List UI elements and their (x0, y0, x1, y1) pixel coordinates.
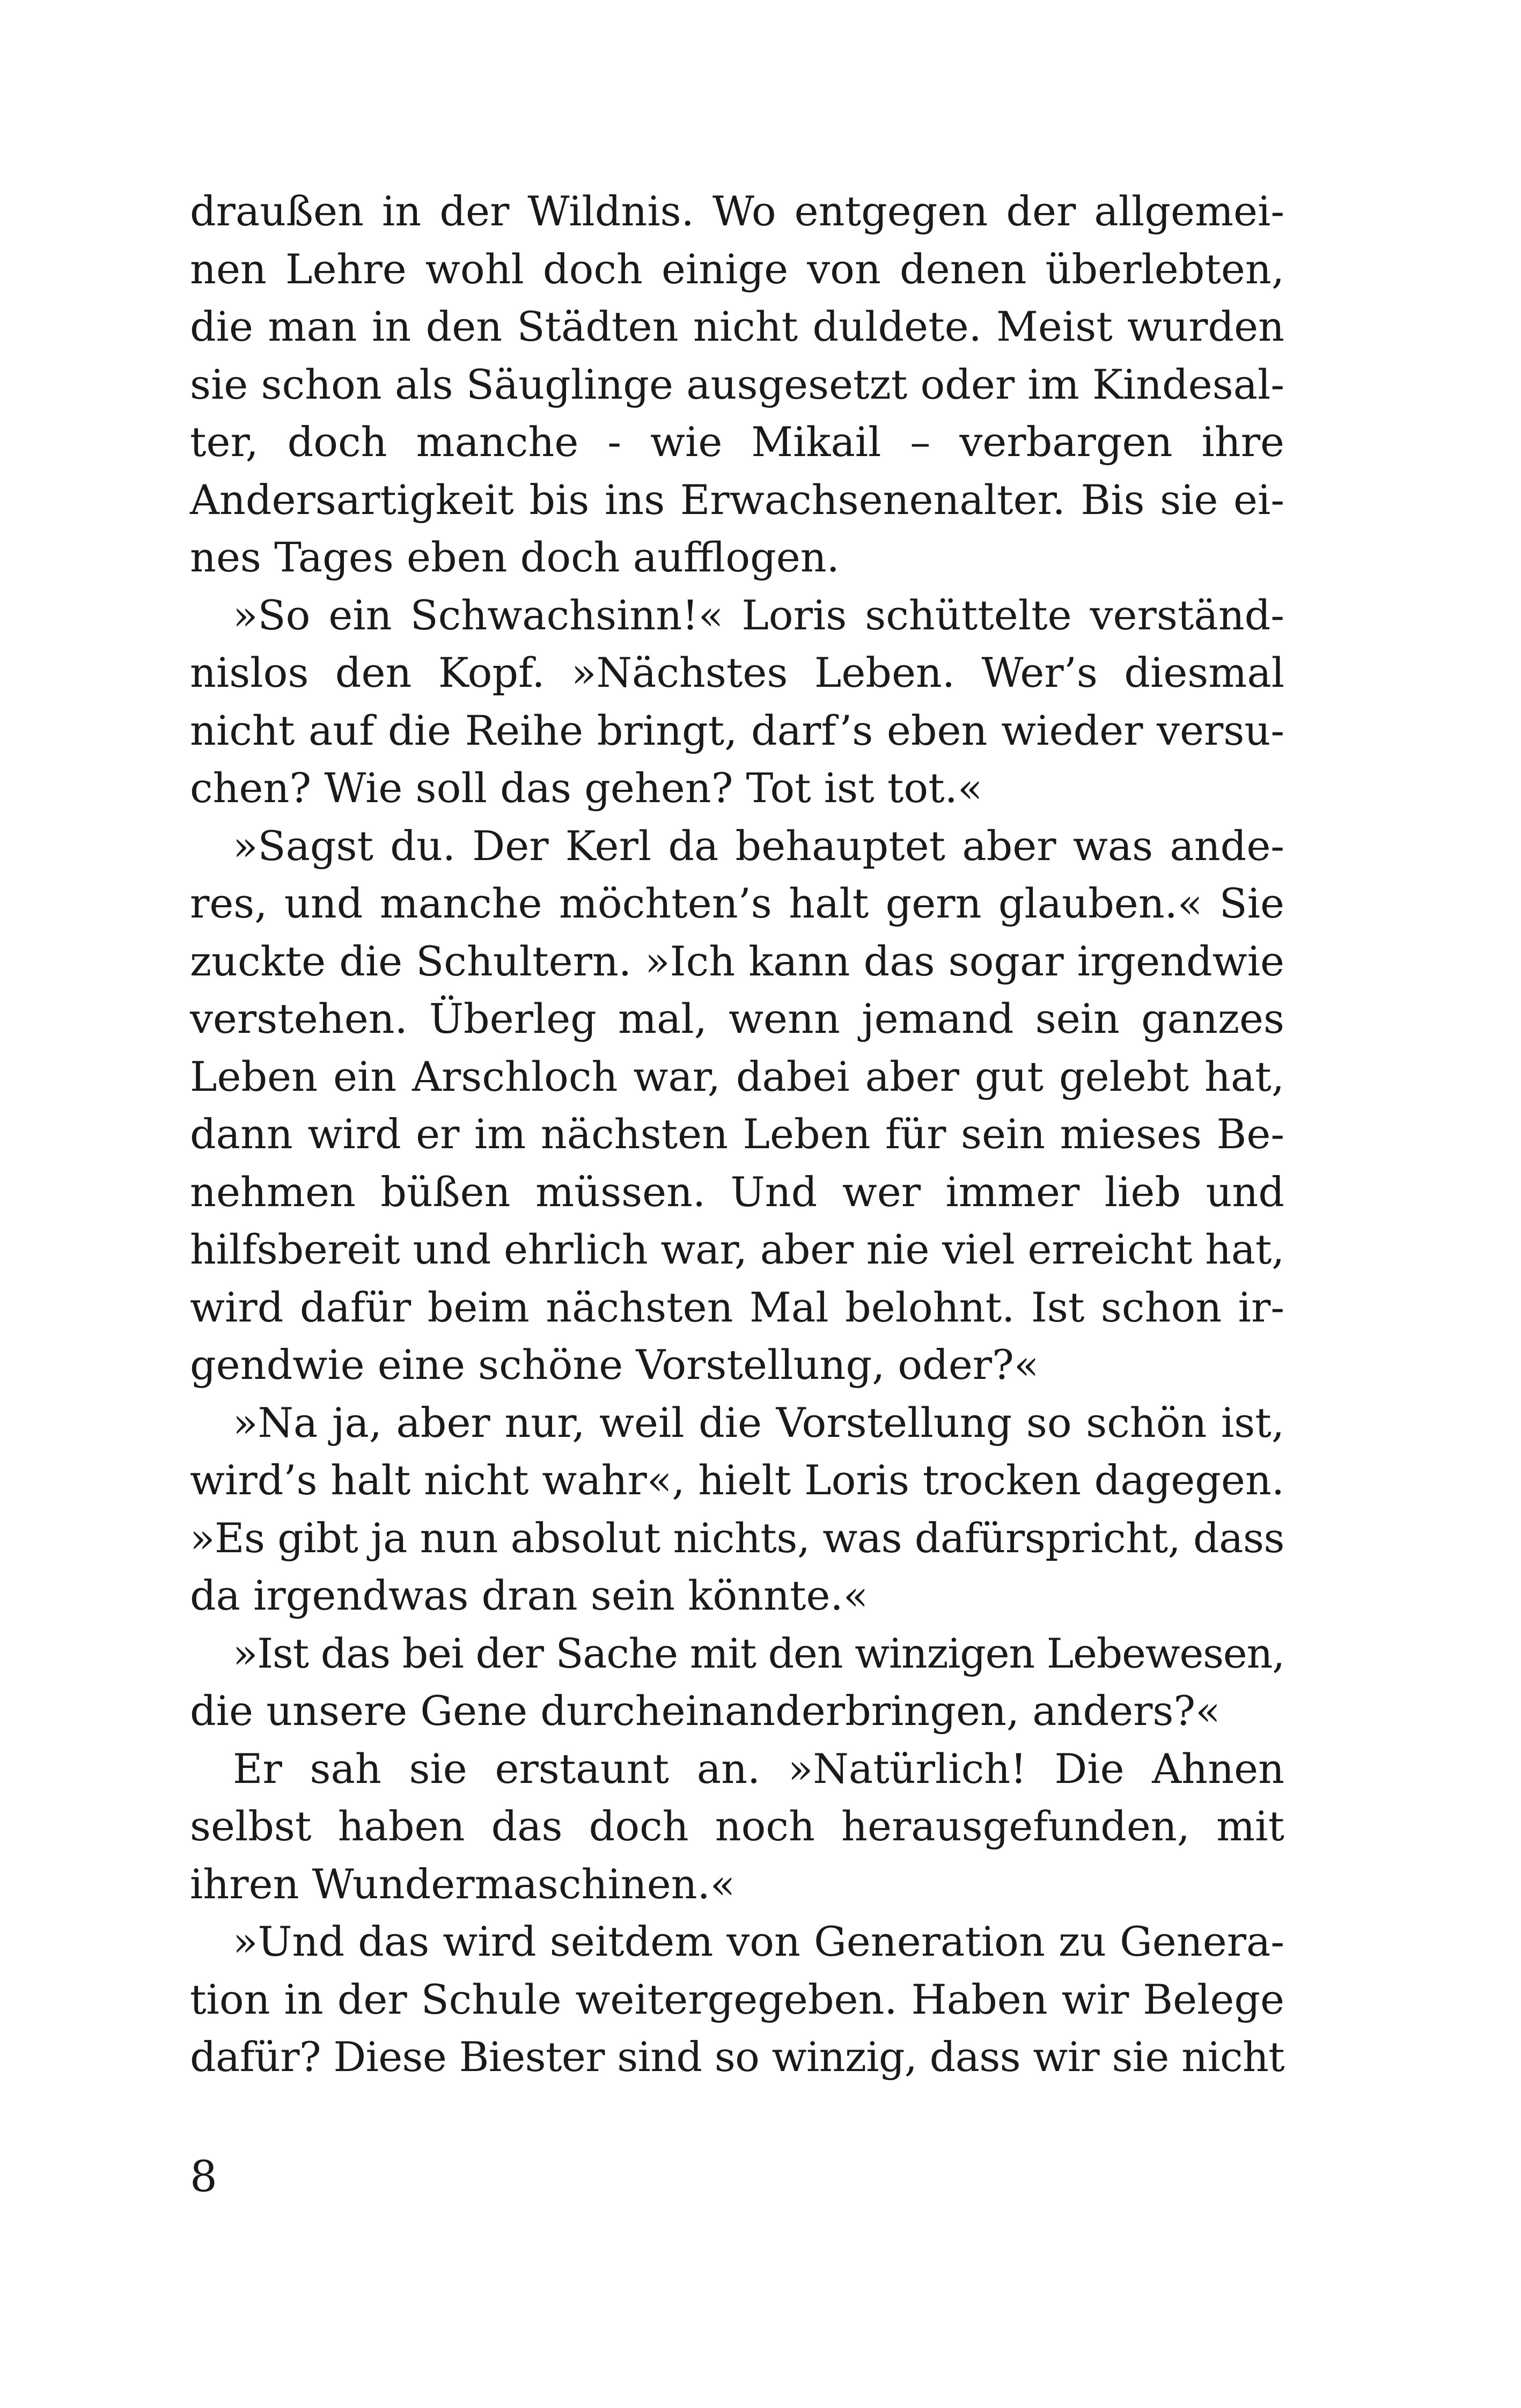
text-line: »Und das wird seitdem von Generation zu Genera- (233, 1918, 1284, 1965)
text-line: res, und manche möchten’s halt gern glauben.« Sie (190, 879, 1284, 927)
text-line: nicht auf die Reihe bringt, darf’s eben wieder versu- (190, 706, 1284, 754)
text-line: ihren Wundermaschinen.« (190, 1860, 736, 1908)
text-line: da irgendwas dran sein könnte.« (190, 1572, 869, 1619)
text-line: nehmen büßen müssen. Und wer immer lieb und (190, 1168, 1284, 1216)
text-line: chen? Wie soll das gehen? Tot ist tot.« (190, 764, 983, 812)
text-line: hilfsbereit und ehrlich war, aber nie viel erreicht hat, (190, 1225, 1284, 1273)
text-line: »Es gibt ja nun absolut nichts, was dafürspricht, dass (190, 1514, 1284, 1562)
text-line: nen Lehre wohl doch einige von denen überlebten, (190, 245, 1284, 293)
text-line: gendwie eine schöne Vorstellung, oder?« (190, 1341, 1039, 1389)
text-line: nes Tages eben doch aufflogen. (190, 533, 840, 581)
text-line: »Na ja, aber nur, weil die Vorstellung so schön ist, (233, 1398, 1284, 1447)
text-line: verstehen. Überleg mal, wenn jemand sein ganzes (190, 995, 1284, 1043)
text-line: nislos den Kopf. »Nächstes Leben. Wer’s diesmal (190, 649, 1284, 696)
text-line: ter, doch manche - wie Mikail – verbargen ihre (190, 418, 1284, 466)
text-line: zuckte die Schultern. »Ich kann das sogar irgendwie (190, 937, 1284, 985)
text-line: »Sagst du. Der Kerl da behauptet aber was ande- (233, 821, 1284, 870)
text-line: wird dafür beim nächsten Mal belohnt. Ist schon ir- (190, 1283, 1284, 1331)
text-line: die unsere Gene durcheinanderbringen, anders?« (190, 1687, 1221, 1735)
page-number: 8 (190, 2152, 217, 2201)
text-line: »So ein Schwachsinn!« Loris schüttelte verständ- (233, 591, 1284, 639)
body-text (190, 182, 1284, 2086)
text-line: selbst haben das doch noch herausgefunden, mit (190, 1802, 1284, 1850)
text-line: die man in den Städten nicht duldete. Meist wurden (190, 303, 1284, 350)
text-line: sie schon als Säuglinge ausgesetzt oder im Kindesal- (190, 360, 1284, 408)
text-line: wird’s halt nicht wahr«, hielt Loris trocken dagegen. (190, 1456, 1284, 1504)
text-line: draußen in der Wildnis. Wo entgegen der allgemei- (190, 187, 1284, 235)
text-line: »Ist das bei der Sache mit den winzigen Lebewesen, (233, 1629, 1284, 1677)
text-line: Andersartigkeit bis ins Erwachsenenalter. Bis sie ei- (190, 475, 1284, 524)
text-line: Er sah sie erstaunt an. »Natürlich! Die Ahnen (233, 1744, 1284, 1793)
text-line: dann wird er im nächsten Leben für sein mieses Be- (190, 1110, 1284, 1158)
text-line: Leben ein Arschloch war, dabei aber gut gelebt hat, (190, 1052, 1284, 1100)
text-line: tion in der Schule weitergegeben. Haben wir Belege (190, 1975, 1284, 2023)
text-line: dafür? Diese Biester sind so winzig, dass wir sie nicht (190, 2033, 1284, 2081)
